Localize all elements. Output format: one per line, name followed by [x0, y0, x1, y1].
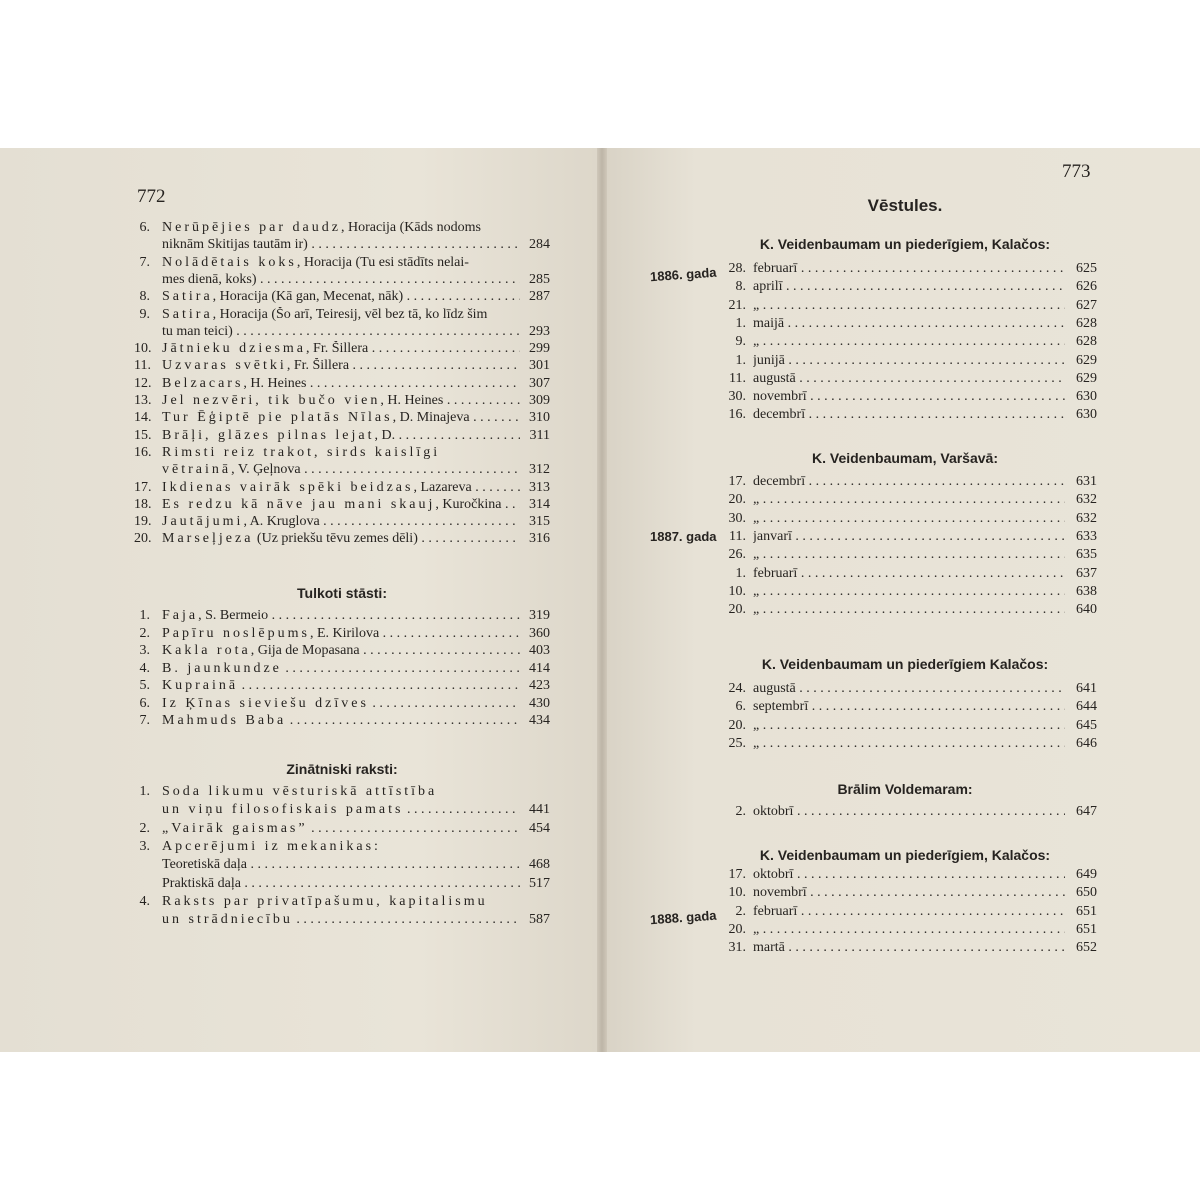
entry-page-number: 316: [529, 531, 550, 547]
entry-number: 7.: [139, 254, 150, 270]
letter-entry: [635, 316, 1097, 334]
letter-page-number: 645: [1076, 717, 1097, 733]
entry-number: 2.: [139, 625, 150, 641]
entry-author: , H. Heines: [243, 375, 307, 391]
entry-title-line: [162, 912, 520, 928]
entry-title: Faja: [162, 608, 199, 623]
entry-title-line: [162, 514, 520, 530]
entry-title: Jel nezvēri, tik bučo vien: [162, 393, 381, 408]
letter-day: 2.: [735, 804, 746, 819]
entry-title-line: [162, 821, 520, 837]
letter-page-number: 628: [1076, 334, 1097, 350]
letter-page-number: 652: [1076, 940, 1097, 956]
letter-entry: [635, 371, 1097, 389]
entry-title-line: [162, 272, 520, 288]
entry-author: mes dienā, koks): [162, 271, 257, 287]
letter-page-number: 647: [1076, 804, 1097, 819]
letter-month: „ . . .: [753, 298, 1065, 314]
entry-title-line: [162, 358, 520, 374]
entry-number: 20.: [134, 531, 152, 547]
letter-entry: [635, 867, 1097, 885]
entry-page-number: 360: [529, 625, 550, 641]
letter-day: 8.: [735, 279, 746, 295]
entry-title: Satira: [162, 306, 213, 322]
entry-page-number: 313: [529, 479, 550, 495]
letter-month: februarī . . .: [753, 566, 1065, 582]
letter-month: decembrī . . .: [753, 474, 1065, 490]
poem-entry: [134, 410, 550, 428]
entry-number: 9.: [139, 306, 150, 322]
letters-section-heading: K. Veidenbaumam un piederīgiem Kalačos:: [761, 656, 1049, 672]
entry-title: Raksts par privatīpašumu, kapitalismu: [162, 893, 488, 909]
letter-month: augustā . . .: [753, 371, 1065, 387]
entry-author: , Fr. Šillera: [306, 341, 369, 357]
letter-entry: [635, 681, 1097, 699]
letter-entry: [635, 699, 1097, 717]
entry-author: , Kuročkina: [435, 496, 502, 512]
entry-author: , E. Kirilova: [309, 625, 380, 641]
letter-day: 30.: [728, 389, 746, 405]
letter-month: maijā . . .: [753, 316, 1065, 332]
letter-entry: [635, 547, 1097, 565]
letter-page-number: 633: [1076, 528, 1097, 544]
letter-entry: [635, 804, 1097, 822]
letter-month: aprilī . . .: [753, 279, 1065, 295]
entry-title: „Vairāk gaismas”: [162, 820, 308, 836]
letter-month: „ . . .: [753, 584, 1065, 600]
letter-entry: [635, 584, 1097, 602]
entry-title-line: [162, 237, 520, 253]
entry-number: 14.: [134, 410, 152, 426]
letter-page-number: 651: [1076, 903, 1097, 919]
entry-number: 4.: [139, 893, 150, 909]
entry-number: 19.: [134, 514, 152, 530]
letter-entry: [635, 511, 1097, 529]
entry-title-line: [162, 894, 520, 910]
entry-title: Rimsti reiz trakot, sirds kaislīgi: [162, 444, 441, 460]
entry-page-number: 311: [529, 427, 550, 443]
letter-day: 24.: [728, 681, 746, 696]
entry-author: , Gija de Mopasana: [250, 643, 360, 658]
letters-section-heading: Brālim Voldemaram:: [837, 781, 973, 797]
science-entry: [134, 857, 550, 875]
letter-page-number: 627: [1076, 297, 1097, 313]
entry-author: niknām Skitijas tautām ir): [162, 237, 308, 253]
letters-section-heading: K. Veidenbaumam un piederīgiem, Kalačos:: [759, 236, 1051, 252]
entry-number: 11.: [134, 358, 151, 374]
poem-entry: [134, 462, 550, 480]
science-entry: [134, 784, 550, 802]
entry-page-number: 414: [529, 660, 550, 676]
entry-title-line: [162, 784, 520, 800]
entry-number: 1.: [139, 608, 150, 623]
entry-title: Ikdienas vairāk spēki beidzas: [162, 479, 414, 495]
letter-entry: [635, 353, 1097, 371]
letter-month: februarī . . .: [753, 261, 1065, 277]
entry-title: Kuprainā: [162, 678, 239, 693]
entry-author: , Lazareva: [413, 479, 472, 495]
letter-entry: [635, 389, 1097, 407]
letter-day: 17.: [728, 474, 746, 489]
entry-title: Belzacars: [162, 375, 244, 391]
letter-entry: [635, 922, 1097, 940]
letter-page-number: 630: [1076, 389, 1097, 405]
letter-page-number: 635: [1076, 547, 1097, 563]
letter-day: 9.: [735, 334, 746, 350]
entry-number: 1.: [139, 784, 150, 799]
entry-page-number: 315: [529, 514, 550, 530]
entry-number: 16.: [134, 444, 152, 460]
letter-day: 20.: [728, 921, 746, 937]
letter-day: 20.: [728, 602, 746, 618]
letter-entry: [635, 602, 1097, 620]
science-entry: [134, 912, 550, 930]
entry-author: , S. Bermeio: [198, 608, 269, 623]
entry-author: Teoretiskā daļa: [162, 857, 247, 873]
entry-title: Uzvaras svētki: [162, 358, 287, 374]
science-entry: [134, 821, 550, 839]
poem-entry: [134, 324, 550, 342]
letter-page-number: 649: [1076, 867, 1097, 882]
entry-title-line: [162, 220, 520, 236]
entry-page-number: 403: [529, 643, 550, 658]
entry-page-number: 301: [529, 358, 550, 374]
letter-day: 2.: [735, 903, 746, 919]
letter-entry: [635, 298, 1097, 316]
letter-day: 26.: [728, 547, 746, 563]
entry-title: Satira: [162, 289, 213, 305]
letter-page-number: 628: [1076, 315, 1097, 331]
entry-number: 4.: [139, 660, 150, 676]
entry-title: Jautājumi: [162, 514, 244, 530]
letter-day: 10.: [728, 885, 746, 901]
entry-number: 8.: [139, 289, 150, 305]
entry-page-number: 287: [529, 289, 550, 305]
letter-day: 1.: [735, 315, 746, 331]
entry-number: 6.: [139, 220, 150, 235]
right-page-number: 773: [1062, 161, 1091, 182]
letter-page-number: 650: [1076, 885, 1097, 901]
poem-entry: [134, 237, 550, 255]
letter-page-number: 646: [1076, 735, 1097, 751]
entry-title: B. jaunkundze: [162, 660, 282, 676]
letter-page-number: 637: [1076, 565, 1097, 581]
entry-author: , Horacija (Kā gan, Mecenat, nāk): [212, 289, 404, 305]
letter-entry: [635, 885, 1097, 903]
entry-page-number: 468: [529, 857, 550, 873]
entry-title: vētrainā: [162, 462, 232, 478]
letters-title: Vēstules.: [867, 196, 943, 215]
entry-title: Tur Ēģiptē pie platās Nīlas: [162, 410, 393, 426]
letter-day: 11.: [729, 528, 746, 544]
entry-title-line: [162, 531, 520, 547]
entry-page-number: 307: [529, 375, 550, 391]
poem-entry: [134, 358, 550, 376]
letter-month: „ . . .: [753, 334, 1065, 350]
poem-entry: [134, 445, 550, 463]
entry-title-line: [162, 696, 520, 712]
letter-entry: [635, 492, 1097, 510]
entry-author: , Horacija (Kāds nodoms: [340, 220, 481, 235]
letter-month: augustā . . .: [753, 681, 1065, 697]
entry-title-line: [162, 376, 520, 392]
poem-entry: [134, 393, 550, 411]
entry-number: 15.: [134, 427, 152, 443]
letter-day: 21.: [728, 297, 746, 313]
entry-title: Nolādētais koks: [162, 254, 297, 270]
entry-author: , D.: [374, 427, 396, 443]
letter-page-number: 625: [1076, 261, 1097, 276]
story-entry: [134, 713, 550, 731]
entry-number: 10.: [134, 341, 152, 357]
letter-entry: [635, 474, 1097, 492]
letter-day: 25.: [728, 735, 746, 751]
left-page: [0, 148, 597, 1052]
stories-heading: Tulkoti stāsti:: [297, 585, 387, 601]
poem-entry: [134, 341, 550, 359]
entry-title-line: [162, 462, 520, 478]
story-entry: [134, 696, 550, 714]
entry-page-number: 423: [529, 678, 550, 693]
letter-day: 1.: [735, 565, 746, 581]
entry-page-number: 517: [529, 875, 550, 891]
entry-number: 18.: [134, 496, 152, 512]
letter-page-number: 638: [1076, 583, 1097, 599]
entry-title-line: [162, 497, 520, 513]
entry-title-line: [162, 876, 520, 892]
entry-title-line: [162, 661, 520, 677]
entry-page-number: 310: [529, 410, 550, 426]
story-entry: [134, 678, 550, 696]
entry-title-line: [162, 802, 520, 818]
letters-section-heading: K. Veidenbaumam un piederīgiem, Kalačos:: [759, 847, 1051, 863]
letter-month: novembrī . . .: [753, 389, 1065, 405]
poem-entry: [134, 497, 550, 515]
year-label: 1887. gada: [650, 528, 717, 544]
letter-entry: [635, 407, 1097, 425]
letter-month: decembrī . . .: [753, 407, 1065, 423]
entry-title: Brāļi, glāzes pilnas lejat: [162, 427, 375, 443]
letter-month: martā . . .: [753, 940, 1065, 956]
entry-author: (Uz priekšu tēvu zemes dēli): [253, 531, 418, 547]
entry-number: 3.: [139, 838, 150, 854]
entry-title-line: [162, 341, 520, 357]
entry-number: 5.: [139, 678, 150, 693]
letter-day: 31.: [728, 940, 746, 956]
entry-title: Marseļjeza: [162, 531, 254, 547]
letter-month: „ . . .: [753, 602, 1065, 618]
entry-page-number: 314: [529, 496, 550, 512]
letters-section-heading: K. Veidenbaumam, Varšavā:: [812, 450, 998, 466]
entry-page-number: 293: [529, 323, 550, 339]
letter-day: 1.: [735, 352, 746, 368]
science-entry: [134, 839, 550, 857]
letter-month: februarī . . .: [753, 904, 1065, 920]
entry-author: , Fr. Šillera: [286, 358, 350, 374]
entry-title-line: [162, 480, 520, 496]
entry-number: 12.: [134, 375, 152, 391]
letter-day: 20.: [728, 492, 746, 508]
story-entry: [134, 643, 550, 661]
entry-title: un strādniecību: [162, 912, 293, 928]
entry-title-line: [162, 393, 520, 409]
poem-entry: [134, 272, 550, 290]
letter-page-number: 632: [1076, 492, 1097, 508]
entry-page-number: 434: [529, 713, 550, 728]
entry-number: 17.: [134, 479, 152, 495]
entry-page-number: 299: [529, 341, 550, 357]
entry-author: , Horacija (Tu esi stādīts nelai-: [296, 254, 469, 270]
entry-title-line: [162, 324, 520, 340]
entry-title: Kakla rota: [162, 643, 251, 658]
letter-page-number: 630: [1076, 407, 1097, 423]
letter-month: septembrī . . .: [753, 699, 1065, 715]
entry-title-line: [162, 857, 520, 873]
letter-month: novembrī . . .: [753, 885, 1065, 901]
entry-title-line: [162, 428, 520, 444]
entry-page-number: 285: [529, 271, 550, 287]
entry-number: 7.: [139, 713, 150, 728]
entry-title-line: [162, 307, 520, 323]
poem-entry: [134, 531, 550, 549]
letter-entry: [635, 940, 1097, 958]
entry-title-line: [162, 255, 520, 271]
letter-page-number: 644: [1076, 699, 1097, 715]
entry-author: tu man teici): [162, 323, 233, 339]
letter-entry: [635, 736, 1097, 754]
entry-title-line: [162, 643, 520, 659]
entry-number: 3.: [139, 643, 150, 658]
open-book: [0, 148, 1200, 1052]
letter-month: „ . . .: [753, 922, 1065, 938]
letter-entry: [635, 566, 1097, 584]
entry-title-line: [162, 713, 520, 729]
letter-day: 10.: [728, 583, 746, 599]
letter-month: janvarī . . .: [753, 529, 1065, 545]
poem-entry: [134, 255, 550, 273]
letter-day: 28.: [728, 261, 746, 276]
entry-author: , Horacija (Šo arī, Teiresij, vēl bez tā, ko līdz šim: [212, 306, 488, 322]
letter-month: junijā . . .: [753, 353, 1065, 369]
left-page-number: 772: [137, 186, 166, 207]
entry-title-line: [162, 410, 520, 426]
science-entry: [134, 894, 550, 912]
entry-title: Apcerējumi iz mekanikas:: [162, 838, 381, 854]
letter-month: oktobrī . . .: [753, 867, 1065, 883]
year-label: 1888. gada: [649, 907, 717, 927]
letter-month: „ . . .: [753, 511, 1065, 527]
letter-entry: [635, 334, 1097, 352]
story-entry: [134, 608, 550, 626]
entry-number: 13.: [134, 393, 152, 408]
entry-title: Iz Ķīnas sieviešu dzīves: [162, 695, 369, 711]
entry-title-line: [162, 289, 520, 305]
poem-entry: [134, 307, 550, 325]
letter-page-number: 626: [1076, 279, 1097, 295]
entry-page-number: 319: [529, 608, 550, 623]
letter-page-number: 632: [1076, 510, 1097, 526]
letter-month: oktobrī . . .: [753, 804, 1065, 820]
entry-title: Soda likumu vēsturiskā attīstība: [162, 784, 438, 799]
entry-title-line: [162, 608, 520, 624]
entry-author: , H. Heines: [380, 393, 444, 408]
entry-page-number: 284: [529, 237, 550, 253]
letter-page-number: 629: [1076, 352, 1097, 368]
poem-entry: [134, 289, 550, 307]
story-entry: [134, 626, 550, 644]
book-gutter: [597, 148, 607, 1052]
entry-title: un viņu filosofiskais pamats: [162, 802, 404, 818]
letter-month: „ . . .: [753, 718, 1065, 734]
letter-month: „ . . .: [753, 736, 1065, 752]
poem-entry: [134, 376, 550, 394]
entry-title-line: [162, 678, 520, 694]
science-entry: [134, 802, 550, 820]
science-entry: [134, 876, 550, 894]
letter-day: 6.: [735, 699, 746, 715]
year-label: 1886. gada: [649, 264, 717, 285]
entry-title: Mahmuds Baba: [162, 713, 287, 728]
entry-page-number: 454: [529, 820, 550, 836]
entry-title-line: [162, 626, 520, 642]
entry-page-number: 430: [529, 695, 550, 711]
entry-page-number: 441: [529, 802, 550, 818]
story-entry: [134, 661, 550, 679]
letter-day: 17.: [728, 867, 746, 882]
entry-title: Es redzu kā nāve jau mani skauj: [162, 496, 436, 512]
letter-month: „ . . .: [753, 547, 1065, 563]
letter-page-number: 631: [1076, 474, 1097, 489]
entry-title-line: [162, 839, 520, 855]
letter-day: 20.: [728, 717, 746, 733]
letter-page-number: 629: [1076, 370, 1097, 386]
science-heading: Zinātniski raksti:: [286, 761, 398, 777]
entry-author: , A. Kruglova: [243, 514, 320, 530]
entry-author: , D. Minajeva: [392, 410, 470, 426]
entry-author: , V. Ģeļnova: [231, 462, 301, 478]
entry-title: Papīru noslēpums: [162, 625, 310, 641]
entry-title-line: [162, 445, 520, 461]
entry-number: 2.: [139, 820, 150, 836]
letter-page-number: 651: [1076, 921, 1097, 937]
letter-entry: [635, 718, 1097, 736]
entry-page-number: 587: [529, 912, 550, 928]
letter-page-number: 641: [1076, 681, 1097, 696]
entry-title: Nerūpējies par daudz: [162, 220, 341, 235]
letter-day: 16.: [728, 407, 746, 423]
poem-entry: [134, 514, 550, 532]
letter-day: 30.: [728, 510, 746, 526]
entry-page-number: 309: [529, 393, 550, 408]
entry-number: 6.: [139, 695, 150, 711]
entry-page-number: 312: [529, 462, 550, 478]
poem-entry: [134, 220, 550, 238]
entry-author: Praktiskā daļa: [162, 875, 241, 891]
poem-entry: [134, 480, 550, 498]
letter-entry: [635, 279, 1097, 297]
letter-page-number: 640: [1076, 602, 1097, 618]
letter-day: 11.: [729, 370, 746, 386]
letter-month: „ . . .: [753, 492, 1065, 508]
entry-title: Jātnieku dziesma: [162, 341, 307, 357]
poem-entry: [134, 428, 550, 446]
